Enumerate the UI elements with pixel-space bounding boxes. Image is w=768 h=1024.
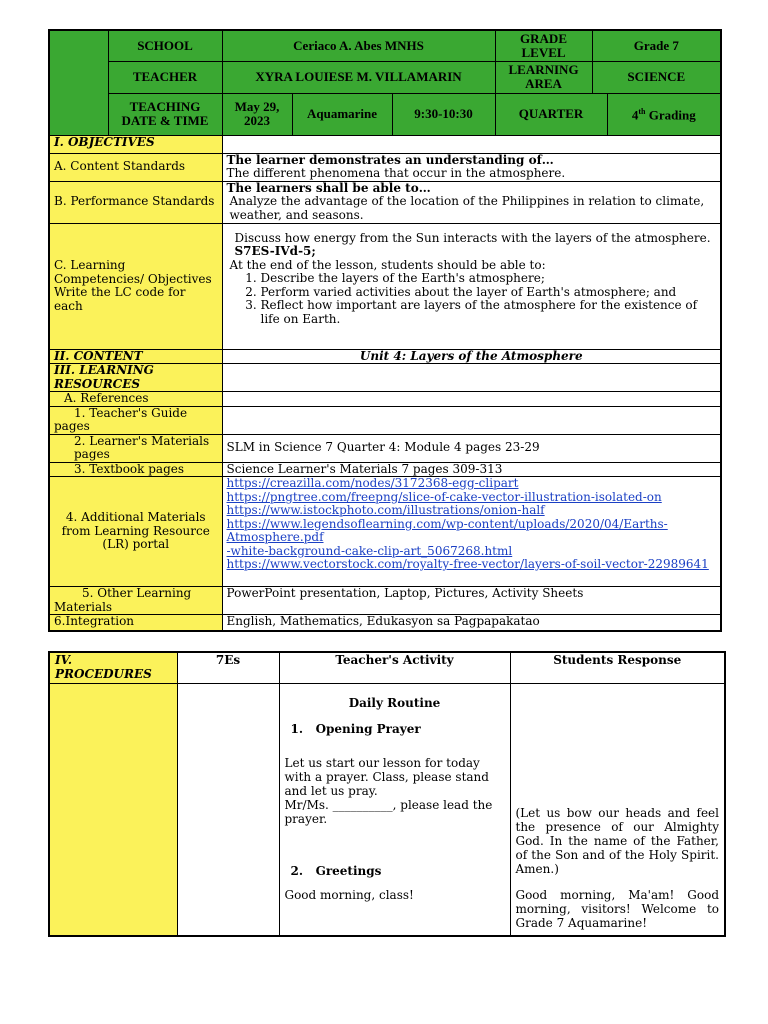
other-materials-label: 5. Other Learning Materials — [49, 587, 222, 615]
date-label: TEACHING DATE & TIME — [108, 93, 222, 135]
resources-blank — [222, 364, 721, 392]
list-item: 2. Perform varied activities about the layer of Earth's atmosphere; and — [261, 286, 717, 300]
additional-materials-links — [222, 477, 721, 587]
competencies-list — [227, 272, 717, 326]
resource-link[interactable]: https://www.legendsoflearning.com/wp-content/uploads/2020/04/Earths-Atmosphere.pdf — [226, 516, 668, 544]
date-value: May 29, 2023 — [222, 93, 292, 135]
learners-materials-value: SLM in Science 7 Quarter 4: Module 4 pages 23-29 — [222, 434, 721, 462]
resource-link[interactable]: https://www.vectorstock.com/royalty-free-vector/layers-of-soil-vector-22989641 — [226, 557, 709, 571]
header-blank-cell — [49, 30, 108, 135]
col-7es: 7Es — [177, 652, 279, 684]
teachers-guide-label: 1. Teacher's Guide pages — [49, 406, 222, 434]
students-response-cell — [510, 684, 725, 936]
quarter-label: QUARTER — [495, 93, 607, 135]
response-prayer: (Let us bow our heads and feel the presence of our Almighty God. In the name of the Father, of the Son and of the Holy Spirit. Amen.) — [515, 806, 719, 876]
resource-link[interactable]: https://pngtree.com/freepng/slice-of-cake-vector-illustration-isolated-on — [226, 489, 662, 504]
opening-prayer-text-2: Mr/Ms. __________, please lead the prayer. — [284, 798, 493, 826]
teacher-activity-cell — [279, 684, 510, 936]
col-teacher-activity: Teacher's Activity — [279, 652, 510, 684]
response-greetings: Good morning, Ma'am! Good morning, visitors! Welcome to Grade 7 Aquamarine! — [515, 888, 719, 930]
integration-label: 6.Integration — [49, 615, 222, 631]
resources-heading: III. LEARNING RESOURCES — [49, 364, 222, 392]
objectives-heading: I. OBJECTIVES — [49, 135, 222, 153]
performance-standards-label: B. Performance Standards — [49, 181, 222, 223]
time-value: 9:30-10:30 — [392, 93, 495, 135]
textbook-label: 3. Textbook pages — [49, 462, 222, 477]
additional-materials-label: 4. Additional Materials from Learning Resource (LR) portal — [49, 477, 222, 587]
lesson-plan-table — [48, 29, 722, 632]
content-standards-label: A. Content Standards — [49, 153, 222, 181]
resource-link[interactable]: -white-background-cake-clip-art_5067268.html — [226, 543, 513, 558]
grade-value: Grade 7 — [592, 30, 721, 61]
content-value: Unit 4: Layers of the Atmosphere — [222, 349, 721, 364]
objectives-blank — [222, 135, 721, 153]
col-students-response: Students Response — [510, 652, 725, 684]
other-materials-value: PowerPoint presentation, Laptop, Pictures, Activity Sheets — [222, 587, 721, 615]
procedures-heading: IV. PROCEDURES — [49, 652, 177, 684]
list-item: 1. Describe the layers of the Earth's atmosphere; — [261, 272, 717, 286]
competencies-label: C. Learning Competencies/ Objectives Write the LC code for each — [49, 223, 222, 349]
learners-materials-label: 2. Learner's Materials pages — [49, 434, 222, 462]
procedures-yellow-cell — [49, 684, 177, 936]
content-heading: II. CONTENT — [49, 349, 222, 364]
step-opening-prayer: 1. Opening Prayer — [290, 722, 421, 736]
opening-prayer-text: Let us start our lesson for today with a prayer. Class, please stand and let us pray. — [284, 756, 489, 798]
resource-link[interactable]: https://www.istockphoto.com/illustrations/onion-half — [226, 503, 545, 517]
school-value: Ceriaco A. Abes MNHS — [222, 30, 495, 61]
area-label: LEARNING AREA — [495, 61, 592, 93]
quarter-value: 4th Grading — [607, 93, 721, 135]
procedures-table — [48, 651, 726, 937]
teacher-label: TEACHER — [108, 61, 222, 93]
performance-standards-value: The learners shall be able to… Analyze the advantage of the location of the Philippines in relation to climate, weather, and seasons. — [222, 181, 721, 223]
textbook-value: Science Learner's Materials 7 pages 309-313 — [222, 462, 721, 477]
step-greetings: 2. Greetings — [290, 864, 382, 878]
resource-link[interactable]: https://creazilla.com/nodes/3172368-egg-clipart — [226, 476, 519, 490]
teacher-value: XYRA LOUIESE M. VILLAMARIN — [222, 61, 495, 93]
references-label: A. References — [49, 392, 222, 407]
7es-cell — [177, 684, 279, 936]
teachers-guide-value — [222, 406, 721, 434]
section-value: Aquamarine — [292, 93, 392, 135]
content-standards-value: The learner demonstrates an understanding of… The different phenomena that occur in the atmosphere. — [222, 153, 721, 181]
references-blank — [222, 392, 721, 407]
area-value: SCIENCE — [592, 61, 721, 93]
greetings-text: Good morning, class! — [284, 888, 414, 902]
school-label: SCHOOL — [108, 30, 222, 61]
list-item: 3. Reflect how important are layers of the atmosphere for the existence of life on Earth. — [261, 299, 717, 326]
grade-label: GRADE LEVEL — [495, 30, 592, 61]
daily-routine-title: Daily Routine — [348, 696, 441, 710]
competencies-value: Discuss how energy from the Sun interacts with the layers of the atmosphere. S7ES-IVd-5; At the end of the lesson, students should be able to: 1. Describe the layers of the Earth's atmosphere; 2. Perform varied activities about the layer of Earth's atmosphere; and 3. Reflect how important are layers of the atmosphere for the existence of life on Earth. — [222, 223, 721, 349]
integration-value: English, Mathematics, Edukasyon sa Pagpapakatao — [222, 615, 721, 631]
